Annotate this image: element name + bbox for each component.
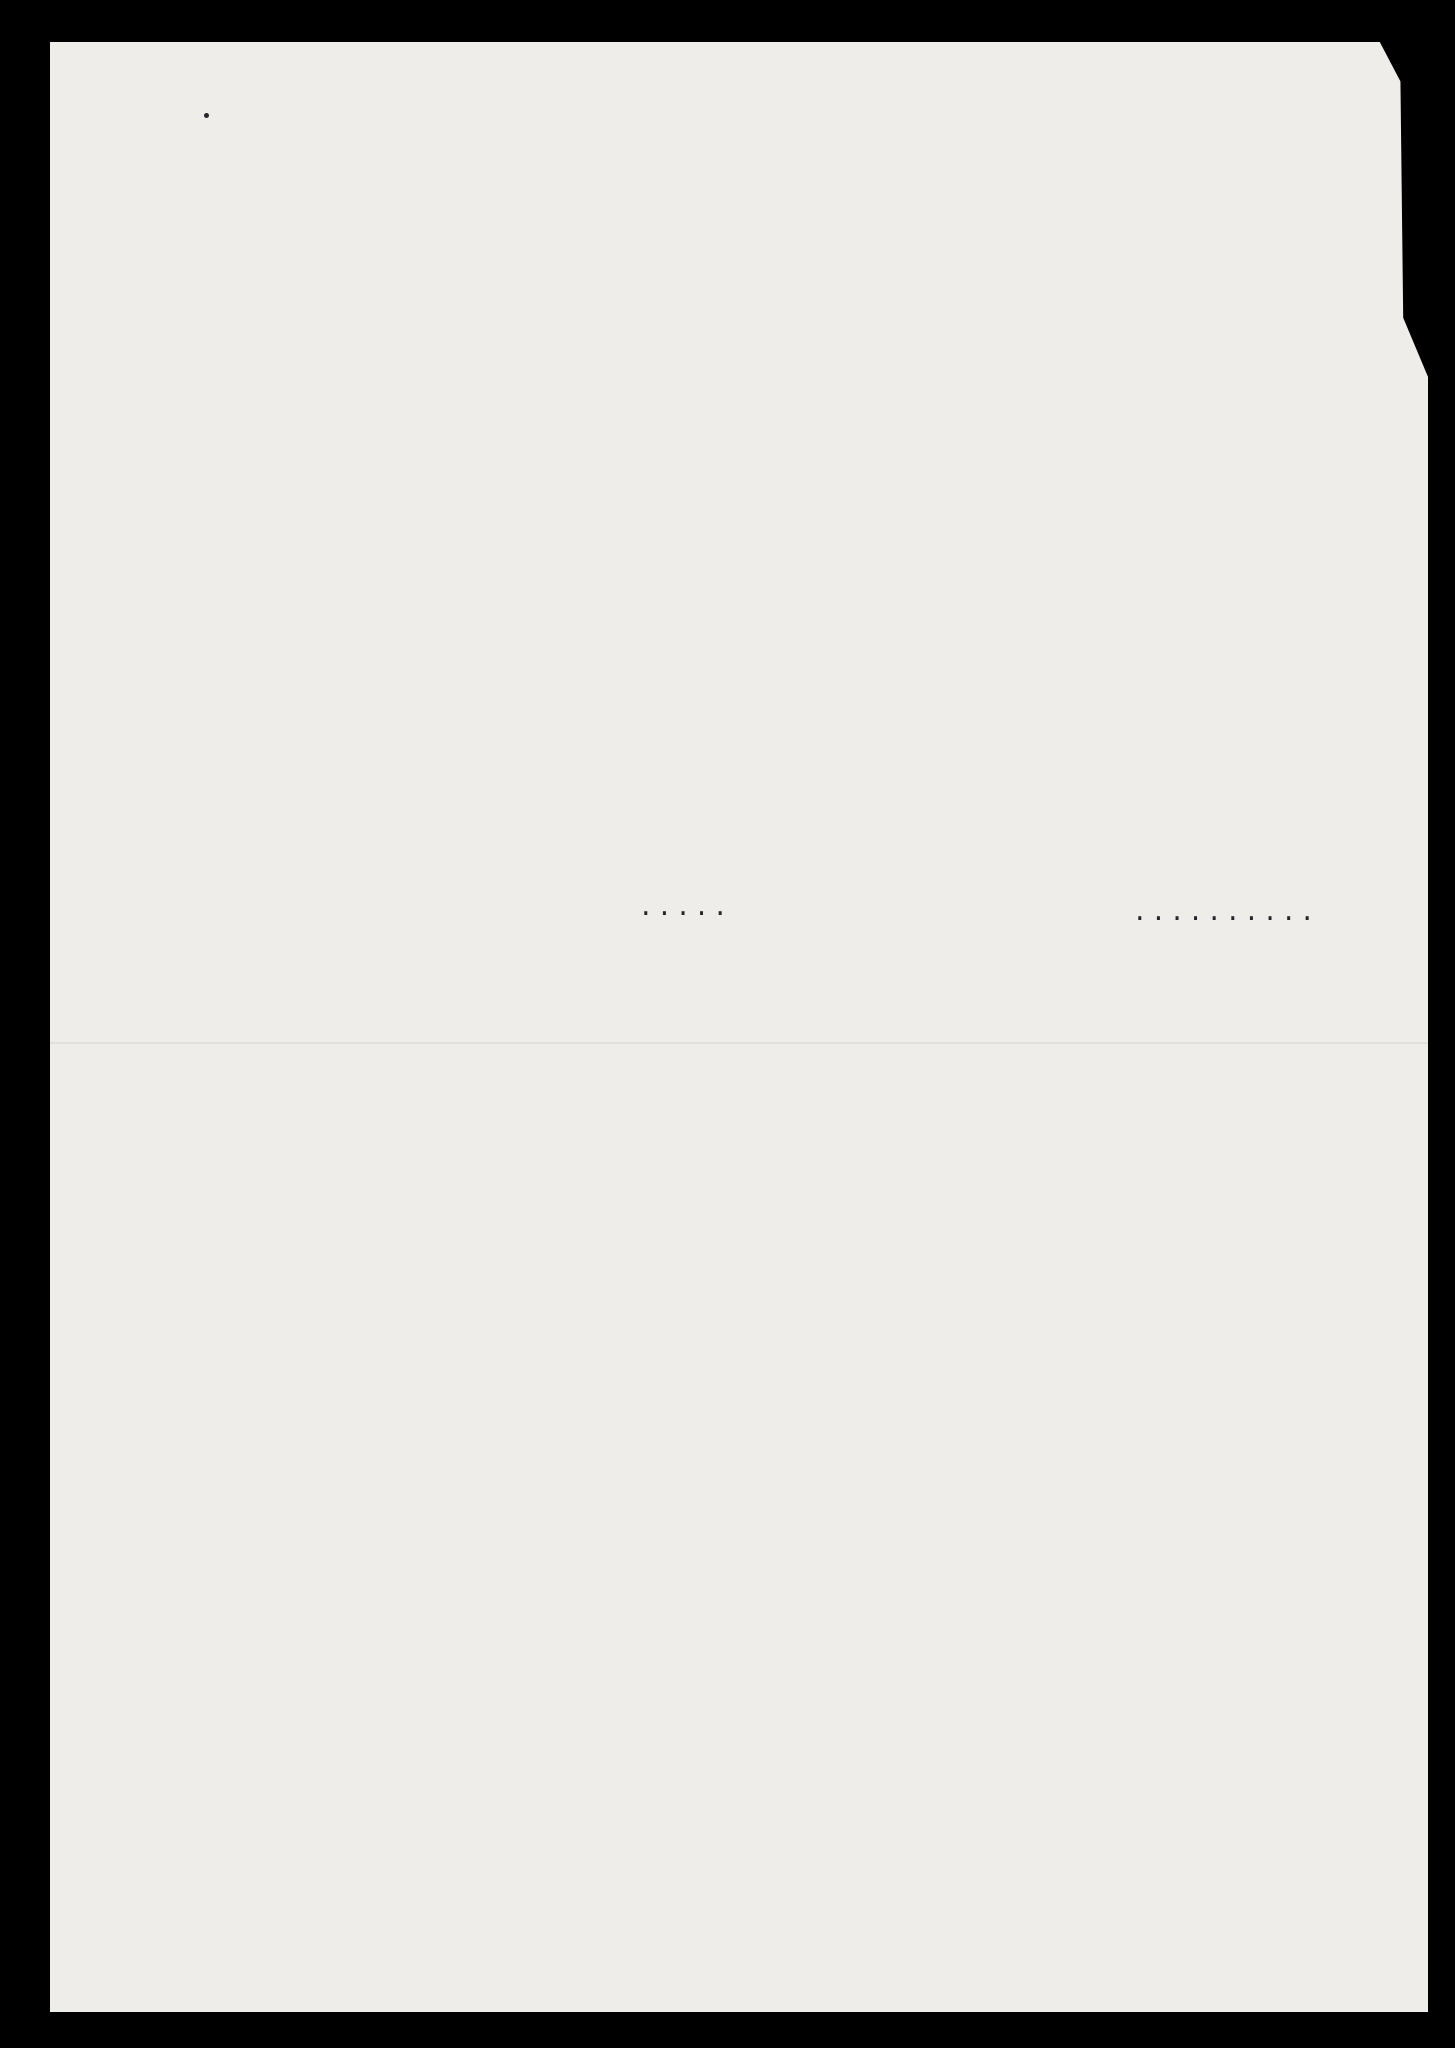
seller-dotted-line: ..........: [1132, 898, 1319, 928]
document-page: [50, 42, 1428, 2012]
fold-line: [50, 1042, 1428, 1044]
buyer-dotted-line: .....: [638, 893, 732, 923]
bullet-mark: [204, 113, 209, 118]
